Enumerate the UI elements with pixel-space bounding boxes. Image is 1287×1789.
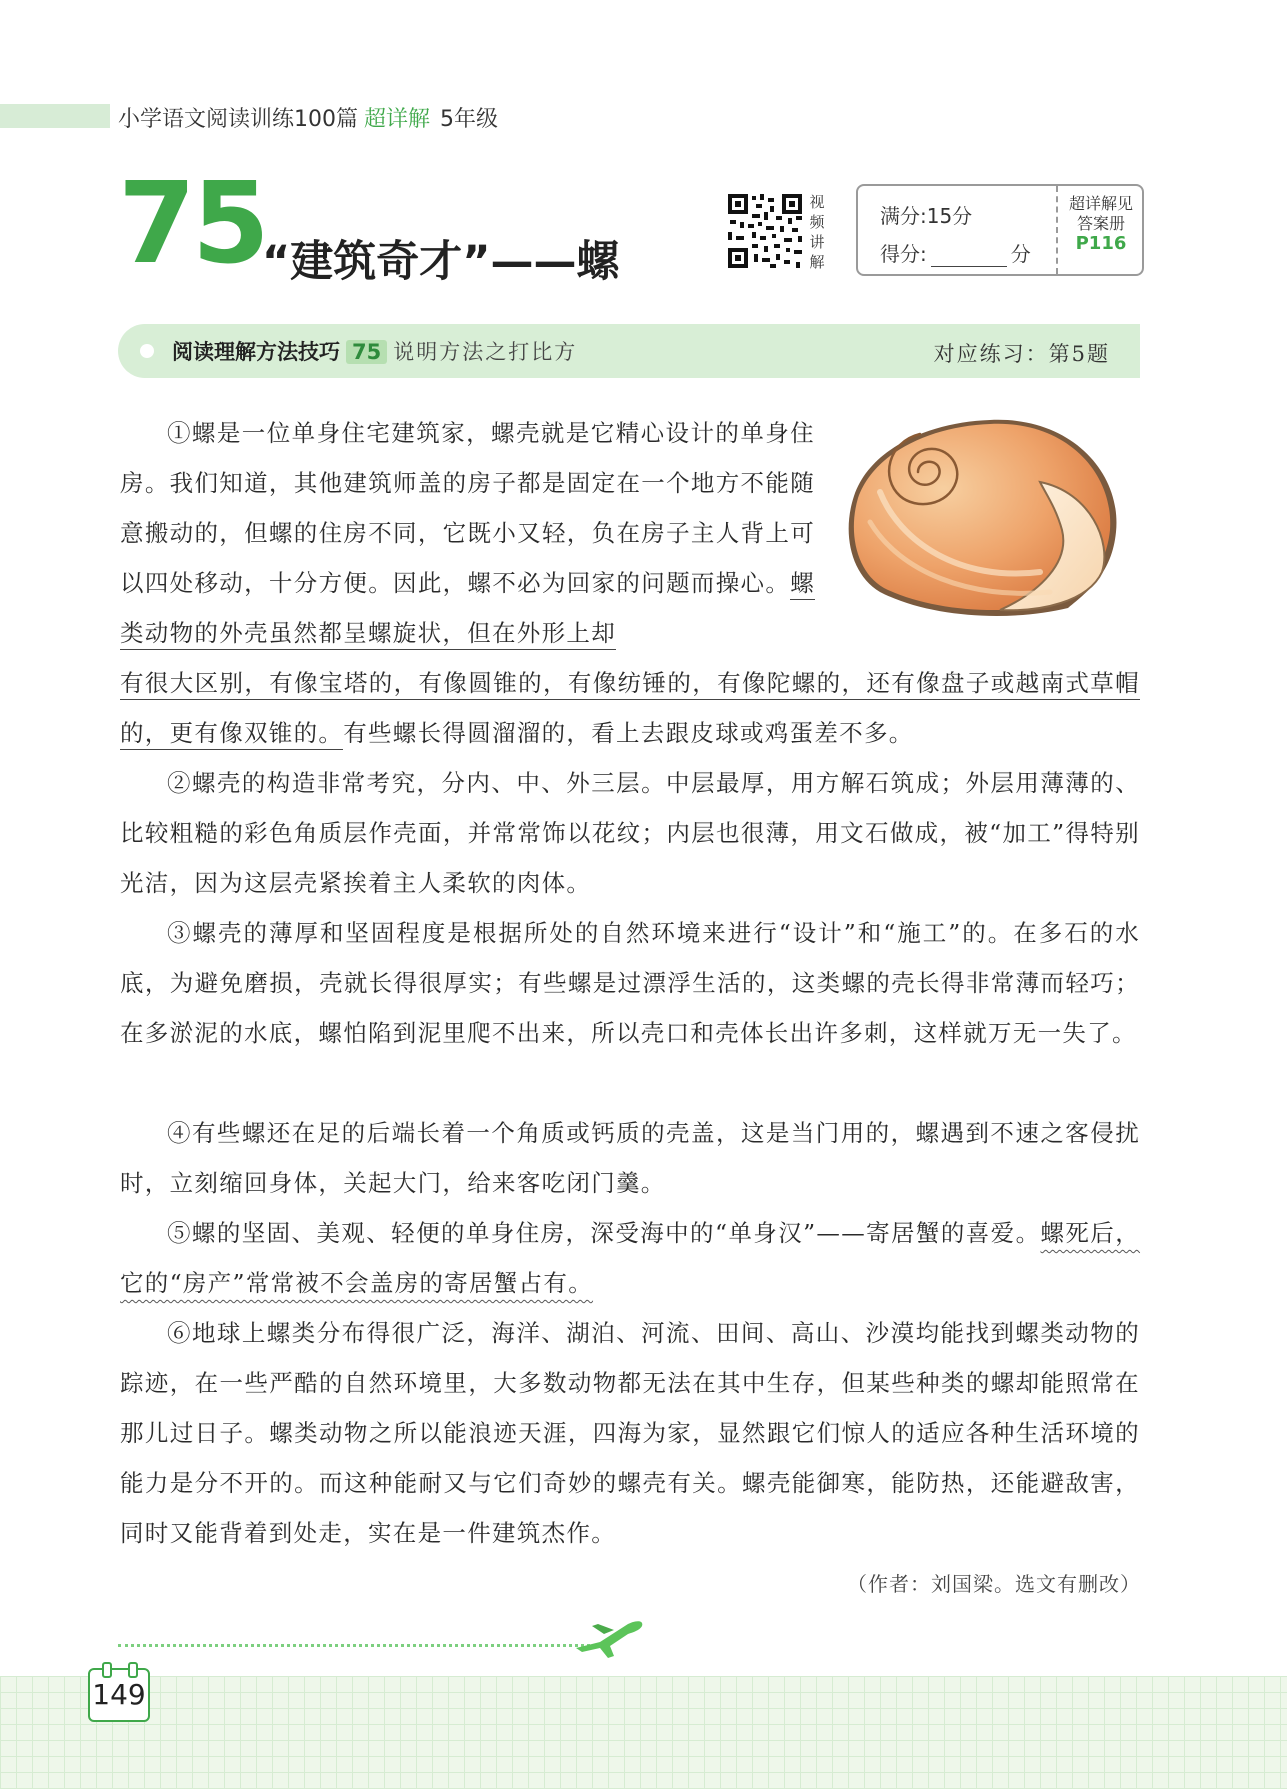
paragraph-1-underlined-a: 螺类动物的外壳虽然都呈螺旋状，但在外形上却 [120,569,815,650]
score-blank[interactable] [931,248,1007,267]
score-box [856,184,1144,276]
score-unit: 分 [1010,242,1031,266]
paragraph-1-bottom [120,658,1140,758]
paragraph-2-text: ②螺壳的构造非常考究，分内、中、外三层。中层最厚，用方解石筑成；外层用薄薄的、比较粗糙的彩色角质层作壳面，并常常饰以花纹；内层也很薄，用文石做成，被“加工”得特别光洁，因为这层壳紧挨着主人柔软的肉体。 [120,769,1140,897]
full-score: 满分:15分 [880,204,973,228]
edition-label: 超详解 [364,107,431,132]
page-number-box [88,1668,150,1722]
answer-ref-page: P116 [1075,233,1127,254]
lesson-title: “建筑奇才”——螺 [262,237,620,287]
paragraph-4 [120,1108,1140,1208]
method-topic: 说明方法之打比方 [393,340,578,364]
lesson-number: 75 [118,159,266,289]
answer-ref-line1: 超详解见 [1068,194,1133,213]
series-title: 小学语文阅读训练100篇 [118,107,358,132]
paragraph-3-text: ③螺壳的薄厚和坚固程度是根据所处的自然环境来进行“设计”和“施工”的。在多石的水底，为避免磨损，壳就长得很厚实；有些螺是过漂浮生活的，这类螺的壳长得非常薄而轻巧；在多淤泥的水底，螺怕陷到泥里爬不出来，所以壳口和壳体长出许多刺，这样就万无一失了。 [120,919,1140,1047]
qr-label-char: 视 [809,193,825,211]
method-heading [172,336,577,366]
method-bar [118,324,1140,378]
qr-label [806,192,828,272]
paragraph-5 [120,1208,1140,1308]
qr-label-char: 讲 [809,233,825,251]
method-label: 阅读理解方法技巧 [172,340,340,364]
snail-shell-illustration [840,412,1130,622]
header-band [0,104,110,128]
paragraph-5-wavy: 螺死后，它的“房产”常常被不会盖房的寄居蟹占有。 [120,1219,1141,1297]
book-header [118,102,498,133]
paragraph-2 [120,758,1140,908]
score-divider [1056,186,1058,274]
qr-label-char: 频 [809,213,825,231]
paragraph-4-text: ④有些螺还在足的后端长着一个角质或钙质的壳盖，这是当门用的，螺遇到不速之客侵扰时，立刻缩回身体，关起大门，给来客吃闭门羹。 [120,1119,1140,1197]
paragraph-1-tail: 有些螺长得圆溜溜的，看上去跟皮球或鸡蛋差不多。 [343,719,914,747]
answer-ref-line2: 答案册 [1076,214,1125,233]
answer-reference [1062,194,1140,254]
paragraph-6-text: ⑥地球上螺类分布得很广泛，海洋、湖泊、河流、田间、高山、沙漠均能找到螺类动物的踪迹，在一些严酷的自然环境里，大多数动物都无法在其中生存，但某些种类的螺却能照常在那儿过日子。螺类动物之所以能浪迹天涯，四海为家，显然跟它们惊人的适应各种生活环境的能力是分不开的。而这种能耐又与它们奇妙的螺壳有关。螺壳能御寒，能防热，还能避敌害，同时又能背着到处走，实在是一件建筑杰作。 [120,1319,1140,1547]
paragraph-6 [120,1308,1140,1558]
qr-label-char: 解 [809,253,825,271]
method-number: 75 [346,340,387,364]
paragraph-3 [120,908,1140,1058]
author-credit: （作者：刘国梁。选文有删改） [847,1572,1141,1596]
method-exercise: 对应练习：第5题 [933,342,1110,366]
page-number: 149 [92,1678,146,1711]
grade-label: 5年级 [440,107,499,132]
ring-icon [102,1662,112,1678]
score-label: 得分: [880,242,927,266]
score-field [880,238,1031,267]
paragraph-1-plain: ①螺是一位单身住宅建筑家，螺壳就是它精心设计的单身住房。我们知道，其他建筑师盖的房子都是固定在一个地方不能随意搬动的，但螺的住房不同，它既小又轻，负在房子主人背上可以四处移动，十分方便。因此，螺不必为回家的问题而操心。 [120,419,815,597]
ring-icon [128,1662,138,1678]
qr-code-icon[interactable] [726,192,804,270]
paragraph-5-plain: ⑤螺的坚固、美观、轻便的单身住房，深受海中的“单身汉”——寄居蟹的喜爱。 [167,1219,1041,1247]
dotted-line [118,1644,608,1647]
airplane-icon [570,1612,660,1662]
paragraph-1-top [120,408,815,658]
paragraph-1-underlined-b: 有很大区别，有像宝塔的，有像圆锥的，有像纺锤的，有像陀螺的，还有像盘子或越南式草帽的，更有像双锥的。 [120,669,1140,750]
bullet-dot [140,344,154,358]
footer-grid [0,1676,1287,1789]
